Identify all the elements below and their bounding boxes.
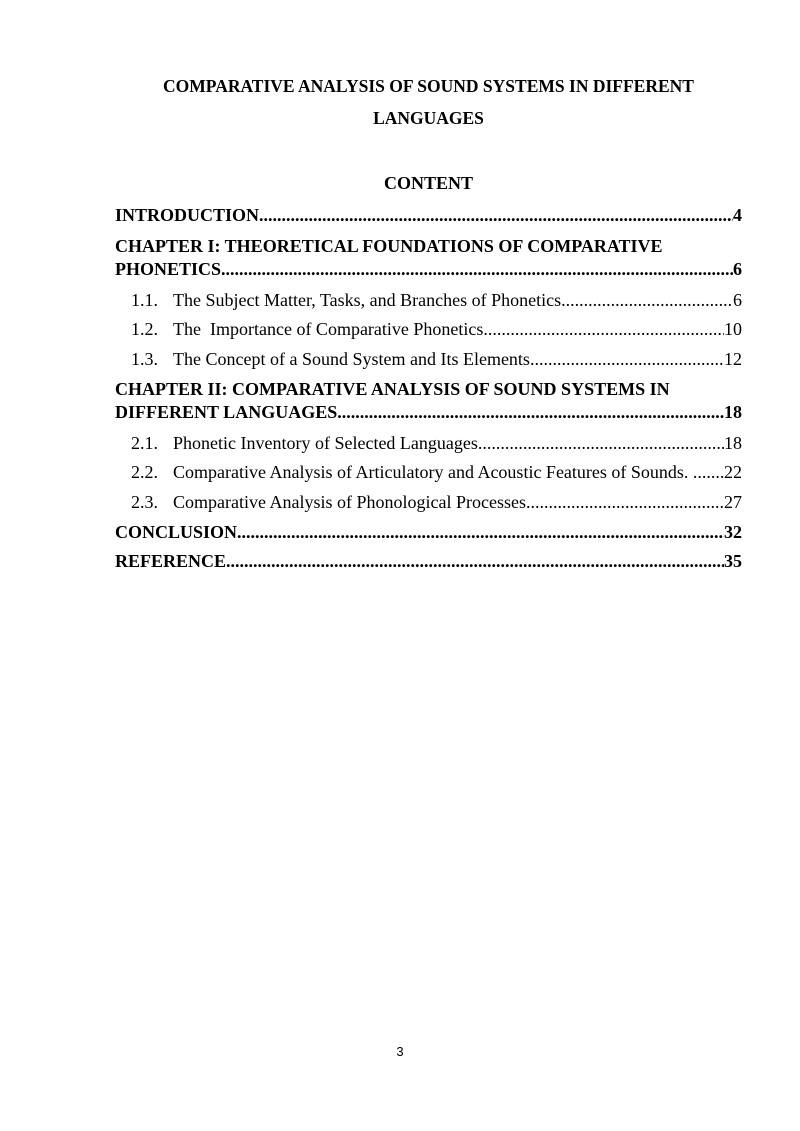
toc-entry-page: 6 — [733, 259, 742, 279]
title-line-1: COMPARATIVE ANALYSIS OF SOUND SYSTEMS IN DIFFERENT — [163, 76, 694, 96]
toc-leader-dots — [226, 551, 724, 572]
toc-entry-chapter1[interactable] — [115, 259, 742, 280]
toc-entry-section-1-1[interactable] — [115, 290, 742, 311]
toc-entry-page: 18 — [724, 433, 742, 453]
toc-entry-page: 32 — [724, 522, 742, 542]
toc-entry-section-2-1[interactable] — [115, 433, 742, 454]
toc-leader-dots — [530, 349, 724, 370]
toc-section-number: 2.3. — [131, 492, 158, 512]
toc-entry-label: Phonetic Inventory of Selected Languages — [173, 433, 478, 453]
toc-section-lead — [115, 290, 561, 311]
toc-section-lead — [115, 462, 693, 483]
toc-section-lead — [115, 349, 530, 370]
toc-chapter2-title-line1[interactable]: CHAPTER II: COMPARATIVE ANALYSIS OF SOUND SYSTEMS IN — [115, 379, 670, 399]
toc-entry-label: DIFFERENT LANGUAGES — [115, 402, 338, 422]
toc-entry-page: 12 — [724, 349, 742, 369]
toc-entry-page: 18 — [724, 402, 742, 422]
toc-entry-page: 10 — [724, 319, 742, 339]
toc-entry-label: The Importance of Comparative Phonetics — [173, 319, 484, 339]
toc-entry-section-2-3[interactable] — [115, 492, 742, 513]
toc-entry-label: The Concept of a Sound System and Its Elements — [173, 349, 530, 369]
title-line-2: LANGUAGES — [373, 108, 484, 128]
toc-entry-page: 4 — [733, 205, 742, 225]
toc-entry-label: Comparative Analysis of Phonological Processes — [173, 492, 526, 512]
toc-entry-introduction[interactable] — [115, 205, 742, 226]
toc-leader-dots — [478, 433, 724, 454]
toc-leader-dots — [337, 402, 724, 423]
toc-section-lead — [115, 433, 478, 454]
toc-section-number: 1.1. — [131, 290, 158, 310]
toc-entry-page: 22 — [724, 462, 742, 482]
toc-section-lead — [115, 319, 483, 340]
toc-leader-dots — [483, 319, 724, 340]
toc-entry-section-1-2[interactable] — [115, 319, 742, 340]
toc-entry-page: 35 — [724, 551, 742, 571]
toc-leader-dots — [237, 522, 724, 543]
toc-chapter1-title-line1[interactable]: CHAPTER I: THEORETICAL FOUNDATIONS OF COMPARATIVE — [115, 236, 663, 256]
toc-leader-dots — [526, 492, 724, 513]
toc-section-lead — [115, 492, 526, 513]
toc-entry-label: The Subject Matter, Tasks, and Branches of Phonetics — [173, 290, 562, 310]
toc-entry-label: REFERENCE — [115, 551, 227, 571]
toc-entry-reference[interactable] — [115, 551, 742, 572]
toc-entry-label: INTRODUCTION — [115, 205, 260, 225]
toc-section-number: 1.2. — [131, 319, 158, 339]
toc-section-number: 2.2. — [131, 462, 158, 482]
toc-entry-section-1-3[interactable] — [115, 349, 742, 370]
toc-leader-dots — [561, 290, 733, 311]
toc-entry-label: Comparative Analysis of Articulatory and Acoustic Features of Sounds. — [173, 462, 693, 482]
toc-entry-label: CONCLUSION — [115, 522, 238, 542]
toc-section-number: 2.1. — [131, 433, 158, 453]
toc-entry-conclusion[interactable] — [115, 522, 742, 543]
toc-leader-dots — [693, 462, 724, 483]
toc-entry-page: 27 — [724, 492, 742, 512]
toc-leader-dots — [221, 259, 733, 280]
toc-entry-page: 6 — [733, 290, 742, 310]
toc-entry-label: PHONETICS — [115, 259, 222, 279]
content-heading: CONTENT — [383, 173, 473, 193]
toc-entry-chapter2[interactable] — [115, 402, 742, 423]
toc-entry-section-2-2[interactable] — [115, 462, 742, 483]
toc-section-number: 1.3. — [131, 349, 158, 369]
page-number: 3 — [396, 1044, 404, 1059]
toc-leader-dots — [259, 205, 733, 226]
